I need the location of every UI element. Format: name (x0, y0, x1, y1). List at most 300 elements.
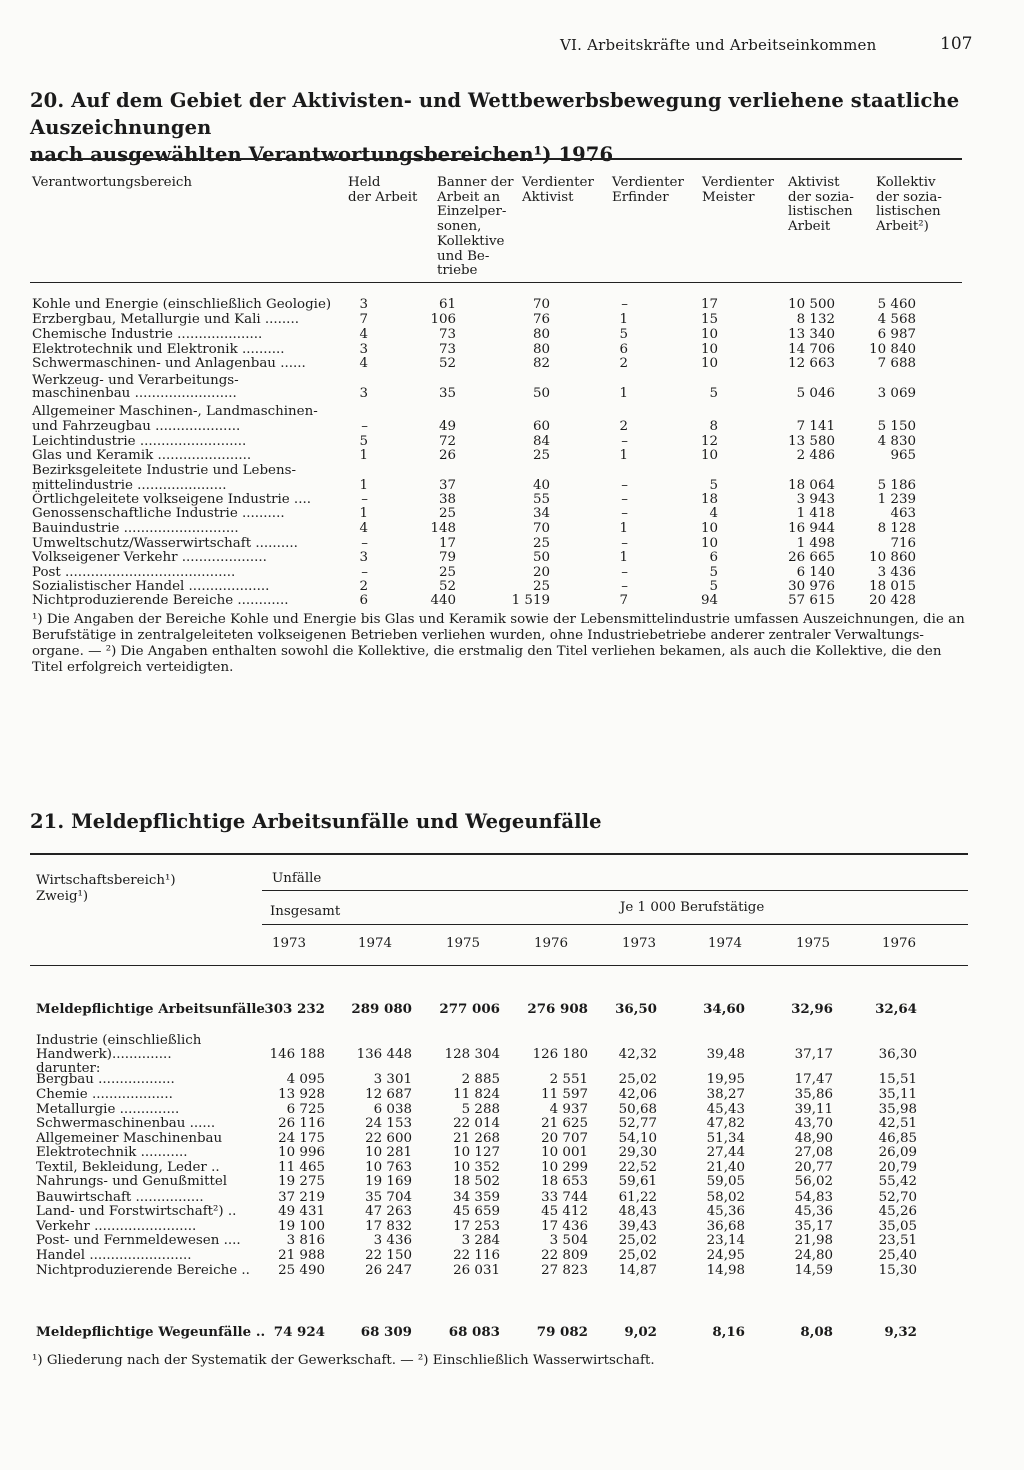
table-cell: 289 080 (351, 1001, 412, 1017)
table-cell: 14,87 (618, 1263, 657, 1278)
row-label: Sozialistischer Handel ................... (32, 579, 270, 594)
table-row (0, 386, 1024, 401)
table-row (0, 550, 1024, 565)
table-cell: 3 816 (286, 1233, 325, 1248)
year-header: 1973 (622, 936, 657, 951)
table-cell: 12 663 (788, 356, 835, 371)
table-row (0, 521, 1024, 536)
table-cell: 22 600 (365, 1131, 412, 1146)
table-cell: 4 (709, 506, 718, 521)
table-cell: 5 186 (877, 478, 916, 493)
table-20-col-header: Aktivist der sozia- listischen Arbeit (788, 175, 854, 235)
table-cell: 50,68 (618, 1102, 657, 1117)
row-label: Elektrotechnik ........... (36, 1145, 188, 1160)
table-cell: 46,85 (878, 1131, 917, 1146)
table-cell: 10 281 (365, 1145, 412, 1160)
table-cell: 22 014 (453, 1116, 500, 1131)
table-21-group-header: Unfälle (272, 871, 322, 886)
table-cell: 22 116 (453, 1248, 500, 1263)
table-cell: 11 597 (541, 1087, 588, 1102)
table-cell: 27 823 (541, 1263, 588, 1278)
table-cell: 10 860 (869, 550, 916, 565)
table-cell: 10 996 (278, 1145, 325, 1160)
table-cell: – (621, 492, 628, 507)
table-cell: 76 (532, 312, 550, 327)
table-row (0, 404, 1024, 419)
table-cell: 4 (359, 327, 368, 342)
table-20-col-header: Verdienter Meister (702, 175, 774, 205)
table-cell: 26,09 (878, 1145, 917, 1160)
table-cell: 1 (359, 448, 368, 463)
table-cell: 2 885 (461, 1072, 500, 1087)
table-20-top-rule (30, 158, 962, 160)
table-cell: 2 (359, 579, 368, 594)
table-cell: 10 500 (788, 297, 835, 312)
table-cell: 3 284 (461, 1233, 500, 1248)
table-cell: 35,98 (878, 1102, 917, 1117)
table-cell: 5 460 (877, 297, 916, 312)
table-cell: 24 175 (278, 1131, 325, 1146)
table-cell: 58,02 (706, 1190, 745, 1205)
table-cell: 48,43 (618, 1204, 657, 1219)
table-cell: 7 141 (796, 419, 835, 434)
table-cell: 5 046 (796, 386, 835, 401)
table-cell: 10 (700, 521, 718, 536)
table-cell: 39,11 (794, 1102, 833, 1117)
table-cell: 36,68 (706, 1219, 745, 1234)
table-cell: 25 (438, 565, 456, 580)
table-row (0, 448, 1024, 463)
table-cell: 3 301 (373, 1072, 412, 1087)
table-row (0, 434, 1024, 449)
table-cell: 34 (532, 506, 550, 521)
row-label: und Fahrzeugbau .................... (32, 419, 241, 434)
table-row (0, 579, 1024, 594)
table-20-col-header: Banner der Arbeit an Einzelper- sonen, Kollektive und Be- triebe (437, 175, 514, 279)
table-cell: 17 436 (541, 1219, 588, 1234)
table-cell: 14 706 (788, 342, 835, 357)
table-cell: 5 (709, 478, 718, 493)
table-cell: 716 (890, 536, 916, 551)
table-cell: 8 (709, 419, 718, 434)
table-cell: 18 653 (541, 1174, 588, 1189)
table-cell: 4 (359, 356, 368, 371)
table-cell: 25,40 (878, 1248, 917, 1263)
table-cell: 73 (438, 327, 456, 342)
table-cell: 84 (532, 434, 550, 449)
table-cell: 60 (532, 419, 550, 434)
table-row (0, 312, 1024, 327)
row-label: Glas und Keramik ...................... (32, 448, 252, 463)
table-cell: 3 069 (877, 386, 916, 401)
table-cell: 25,02 (618, 1072, 657, 1087)
row-label: Verkehr ........................ (36, 1219, 197, 1234)
table-cell: 26 116 (278, 1116, 325, 1131)
table-20-col-header: Verdienter Aktivist (522, 175, 594, 205)
table-cell: 35,86 (794, 1087, 833, 1102)
table-cell: 303 232 (264, 1001, 325, 1017)
table-cell: 68 083 (448, 1324, 500, 1340)
table-cell: 6 725 (286, 1102, 325, 1117)
table-cell: 2 (619, 356, 628, 371)
table-cell: – (361, 419, 368, 434)
table-cell: 59,61 (618, 1174, 657, 1189)
table-cell: – (621, 579, 628, 594)
table-cell: 30 976 (788, 579, 835, 594)
table-cell: 13 928 (278, 1087, 325, 1102)
table-cell: 36,50 (615, 1001, 657, 1017)
table-cell: 17 (700, 297, 718, 312)
table-cell: 21 625 (541, 1116, 588, 1131)
table-cell: 52,70 (878, 1190, 917, 1205)
table-cell: 3 (359, 342, 368, 357)
table-cell: 34,60 (703, 1001, 745, 1017)
table-cell: – (621, 478, 628, 493)
table-cell: 18 502 (453, 1174, 500, 1189)
table-cell: 1 (619, 386, 628, 401)
row-label: Allgemeiner Maschinenbau (36, 1131, 223, 1146)
table-row (0, 1047, 1024, 1062)
row-label: Schwermaschinenbau ...... (36, 1116, 216, 1131)
table-cell: 10 (700, 536, 718, 551)
table-cell: 6 987 (877, 327, 916, 342)
table-cell: 21 988 (278, 1248, 325, 1263)
table-cell: 26 031 (453, 1263, 500, 1278)
table-cell: 10 001 (541, 1145, 588, 1160)
table-cell: 21,98 (794, 1233, 833, 1248)
table-cell: – (361, 565, 368, 580)
table-cell: 5 (709, 565, 718, 580)
table-cell: 4 830 (877, 434, 916, 449)
row-label: darunter: (36, 1061, 101, 1076)
table-20-col-header: Kollektiv der sozia- listischen Arbeit²) (876, 175, 942, 235)
table-cell: 49 (438, 419, 456, 434)
table-cell: 25 (532, 448, 550, 463)
row-label: Post ........................................ (32, 565, 236, 580)
table-row (0, 356, 1024, 371)
row-label: Bezirksgeleitete Industrie und Lebens- (32, 463, 296, 478)
table-cell: 33 744 (541, 1190, 588, 1205)
table-row (0, 1233, 1024, 1248)
table-row (0, 1190, 1024, 1205)
table-cell: 1 (619, 550, 628, 565)
table-cell: 3 (359, 550, 368, 565)
table-cell: 35 704 (365, 1190, 412, 1205)
table-cell: 45 412 (541, 1204, 588, 1219)
row-label: Allgemeiner Maschinen-, Landmaschinen- (32, 404, 318, 419)
table-21-group-rule (262, 890, 968, 891)
row-label: Nichtproduzierende Bereiche ............ (32, 593, 289, 608)
table-cell: 5 (359, 434, 368, 449)
table-cell: 16 944 (788, 521, 835, 536)
table-cell: 6 038 (373, 1102, 412, 1117)
table-20-col-header: Verantwortungsbereich (32, 175, 192, 190)
table-cell: 1 (619, 448, 628, 463)
table-cell: 42,32 (618, 1047, 657, 1062)
row-label: Nahrungs- und Genußmittel (36, 1174, 228, 1189)
row-label: Chemie ................... (36, 1087, 173, 1102)
table-cell: 39,43 (618, 1219, 657, 1234)
table-cell: 276 908 (527, 1001, 588, 1017)
table-cell: 35,05 (878, 1219, 917, 1234)
row-label: Kohle und Energie (einschließlich Geologie) (32, 297, 332, 312)
table-cell: 11 465 (278, 1160, 325, 1175)
table-cell: 27,44 (706, 1145, 745, 1160)
summary-row (0, 1002, 1024, 1017)
table-row (0, 536, 1024, 551)
table-20-footnote-line2: Berufstätige in zentralgeleiteten volkseigenen Betrieben verliehen wurden, ohne Industriebetriebe anderer zentraler Verwaltungs- (32, 628, 924, 643)
table-cell: 25 490 (278, 1263, 325, 1278)
table-row (0, 327, 1024, 342)
table-cell: 38 (438, 492, 456, 507)
table-cell: 38,27 (706, 1087, 745, 1102)
table-cell: 26 665 (788, 550, 835, 565)
table-cell: 6 (359, 593, 368, 608)
row-label: Umweltschutz/Wasserwirtschaft .......... (32, 536, 298, 551)
row-label: Volkseigener Verkehr .................... (32, 550, 267, 565)
table-cell: – (361, 492, 368, 507)
table-cell: 10 763 (365, 1160, 412, 1175)
table-cell: 45,36 (706, 1204, 745, 1219)
table-cell: 6 (709, 550, 718, 565)
table-cell: 4 (359, 521, 368, 536)
table-cell: 50 (532, 386, 550, 401)
table-cell: 2 (619, 419, 628, 434)
table-cell: 1 418 (796, 506, 835, 521)
table-20-footnote (32, 612, 982, 676)
table-cell: 32,96 (791, 1001, 833, 1017)
year-header: 1975 (796, 936, 831, 951)
table-cell: 47,82 (706, 1116, 745, 1131)
table-cell: 3 (359, 297, 368, 312)
table-cell: 79 082 (536, 1324, 588, 1340)
table-cell: 440 (430, 593, 456, 608)
table-row (0, 492, 1024, 507)
year-header: 1976 (882, 936, 917, 951)
table-cell: 10 (700, 342, 718, 357)
table-cell: 148 (430, 521, 456, 536)
table-cell: 39,48 (706, 1047, 745, 1062)
table-row (0, 1174, 1024, 1189)
table-cell: 13 340 (788, 327, 835, 342)
table-cell: 3 436 (877, 565, 916, 580)
table-cell: 70 (532, 521, 550, 536)
row-label: maschinenbau ........................ (32, 386, 237, 401)
table-cell: 45 659 (453, 1204, 500, 1219)
table-cell: 40 (532, 478, 550, 493)
table-cell: 49 431 (278, 1204, 325, 1219)
row-label: Land- und Forstwirtschaft²) .. (36, 1204, 237, 1219)
table-cell: 52 (438, 356, 456, 371)
table-20-title (30, 87, 990, 168)
table-cell: 19 275 (278, 1174, 325, 1189)
table-cell: 17 832 (365, 1219, 412, 1234)
table-cell: 25,02 (618, 1248, 657, 1263)
table-cell: 11 824 (453, 1087, 500, 1102)
table-cell: 965 (890, 448, 916, 463)
row-label: Bergbau .................. (36, 1072, 175, 1087)
table-cell: 9,32 (884, 1324, 917, 1340)
table-cell: 8,16 (712, 1324, 745, 1340)
page-number: 107 (940, 34, 973, 54)
table-cell: 15,51 (878, 1072, 917, 1087)
table-cell: 1 498 (796, 536, 835, 551)
row-label: Leichtindustrie ......................... (32, 434, 247, 449)
table-cell: 2 551 (549, 1072, 588, 1087)
table-cell: 45,26 (878, 1204, 917, 1219)
row-label: Werkzeug- und Verarbeitungs- (32, 373, 239, 388)
table-row (0, 1131, 1024, 1146)
table-cell: 26 (438, 448, 456, 463)
table-cell: 7 (619, 593, 628, 608)
table-cell: 25 (532, 536, 550, 551)
table-21-stub-header-line2: Zweig¹) (36, 889, 89, 904)
table-row (0, 565, 1024, 580)
table-cell: 4 937 (549, 1102, 588, 1117)
table-cell: 37,17 (794, 1047, 833, 1062)
table-cell: 5 (619, 327, 628, 342)
table-cell: 94 (700, 593, 718, 608)
table-21-title: 21. Meldepflichtige Arbeitsunfälle und Wegeunfälle (30, 810, 602, 833)
table-cell: 36,30 (878, 1047, 917, 1062)
table-20-footnote-line4: Titel erfolgreich verteidigten. (32, 660, 234, 675)
table-cell: 51,34 (706, 1131, 745, 1146)
table-cell: 54,83 (794, 1190, 833, 1205)
table-20-col-header: Held der Arbeit (348, 175, 418, 205)
table-cell: 106 (430, 312, 456, 327)
year-header: 1975 (446, 936, 481, 951)
row-label: mittelindustrie ..................... (32, 478, 227, 493)
table-cell: 25 (532, 579, 550, 594)
table-cell: 21 268 (453, 1131, 500, 1146)
table-20-title-line1: 20. Auf dem Gebiet der Aktivisten- und Wettbewerbsbewegung verliehene staatliche Auszeichnungen (30, 89, 960, 139)
table-21-footnote: ¹) Gliederung nach der Systematik der Gewerkschaft. — ²) Einschließlich Wasserwirtschaft. (32, 1353, 655, 1368)
table-cell: 126 180 (532, 1047, 588, 1062)
table-cell: 6 (619, 342, 628, 357)
table-21-header-rule (30, 965, 968, 966)
row-label: Handel ........................ (36, 1248, 192, 1263)
table-cell: 17 (438, 536, 456, 551)
table-cell: 52 (438, 579, 456, 594)
table-20-footnote-line3: organe. — ²) Die Angaben enthalten sowohl die Kollektive, die erstmalig den Titel verliehen bekamen, als auch die Kollektive, die den (32, 644, 942, 659)
table-cell: 48,90 (794, 1131, 833, 1146)
row-label: Nichtproduzierende Bereiche .. (36, 1263, 250, 1278)
table-cell: 128 304 (444, 1047, 500, 1062)
row-label: Industrie (einschließlich (36, 1033, 202, 1048)
table-cell: 6 140 (796, 565, 835, 580)
table-cell: 74 924 (273, 1324, 325, 1340)
table-cell: 19,95 (706, 1072, 745, 1087)
table-row (0, 419, 1024, 434)
table-cell: 42,51 (878, 1116, 917, 1131)
table-row (0, 1102, 1024, 1117)
row-label: Bauwirtschaft ................ (36, 1190, 204, 1205)
year-header: 1974 (708, 936, 743, 951)
table-cell: 29,30 (618, 1145, 657, 1160)
table-cell: 21,40 (706, 1160, 745, 1175)
table-cell: 70 (532, 297, 550, 312)
table-cell: 20 (532, 565, 550, 580)
table-cell: 42,06 (618, 1087, 657, 1102)
table-cell: 5 (709, 386, 718, 401)
table-cell: 35,17 (794, 1219, 833, 1234)
table-cell: 35,11 (878, 1087, 917, 1102)
table-cell: 15 (700, 312, 718, 327)
table-cell: 7 688 (877, 356, 916, 371)
table-cell: 10 127 (453, 1145, 500, 1160)
table-cell: – (621, 434, 628, 449)
table-cell: 82 (532, 356, 550, 371)
table-cell: 136 448 (356, 1047, 412, 1062)
table-cell: 3 943 (796, 492, 835, 507)
table-cell: 23,51 (878, 1233, 917, 1248)
table-cell: 79 (438, 550, 456, 565)
table-cell: 24,80 (794, 1248, 833, 1263)
table-cell: 7 (359, 312, 368, 327)
table-cell: 18 064 (788, 478, 835, 493)
table-cell: 56,02 (794, 1174, 833, 1189)
table-cell: 1 (619, 312, 628, 327)
table-cell: 3 (359, 386, 368, 401)
table-cell: 1 (619, 521, 628, 536)
table-cell: 20,79 (878, 1160, 917, 1175)
table-cell: 61,22 (618, 1190, 657, 1205)
row-label: Metallurgie .............. (36, 1102, 180, 1117)
table-cell: 59,05 (706, 1174, 745, 1189)
table-row (0, 1248, 1024, 1263)
row-label: Bauindustrie ........................... (32, 521, 239, 536)
table-cell: 47 263 (365, 1204, 412, 1219)
year-header: 1976 (534, 936, 569, 951)
table-cell: – (361, 536, 368, 551)
table-row (0, 1072, 1024, 1087)
table-cell: 20,77 (794, 1160, 833, 1175)
table-cell: 26 247 (365, 1263, 412, 1278)
table-cell: 10 840 (869, 342, 916, 357)
table-cell: 14,98 (706, 1263, 745, 1278)
table-cell: 8 128 (877, 521, 916, 536)
table-cell: 25 (438, 506, 456, 521)
table-cell: 3 436 (373, 1233, 412, 1248)
table-cell: 43,70 (794, 1116, 833, 1131)
table-cell: 72 (438, 434, 456, 449)
table-20-title-line2: nach ausgewählten Verantwortungsbereichen¹) 1976 (30, 143, 614, 166)
table-cell: 1 239 (877, 492, 916, 507)
table-20-header-rule (30, 282, 962, 283)
table-cell: 19 100 (278, 1219, 325, 1234)
table-21-subheader-rate: Je 1 000 Berufstätige (620, 900, 765, 915)
table-cell: 35 (438, 386, 456, 401)
table-cell: 3 504 (549, 1233, 588, 1248)
table-cell: – (621, 536, 628, 551)
table-row (0, 1087, 1024, 1102)
row-label: Meldepflichtige Wegeunfälle .. (36, 1324, 266, 1340)
table-cell: 10 352 (453, 1160, 500, 1175)
table-cell: 12 687 (365, 1087, 412, 1102)
table-cell: 5 288 (461, 1102, 500, 1117)
table-cell: 18 (700, 492, 718, 507)
year-header: 1973 (272, 936, 307, 951)
table-cell: 37 219 (278, 1190, 325, 1205)
table-cell: 13 580 (788, 434, 835, 449)
table-cell: 34 359 (453, 1190, 500, 1205)
table-row (0, 1263, 1024, 1278)
table-row (0, 297, 1024, 312)
table-cell: 5 (709, 579, 718, 594)
table-row (0, 463, 1024, 478)
table-row (0, 1219, 1024, 1234)
row-label: Post- und Fernmeldewesen .... (36, 1233, 241, 1248)
